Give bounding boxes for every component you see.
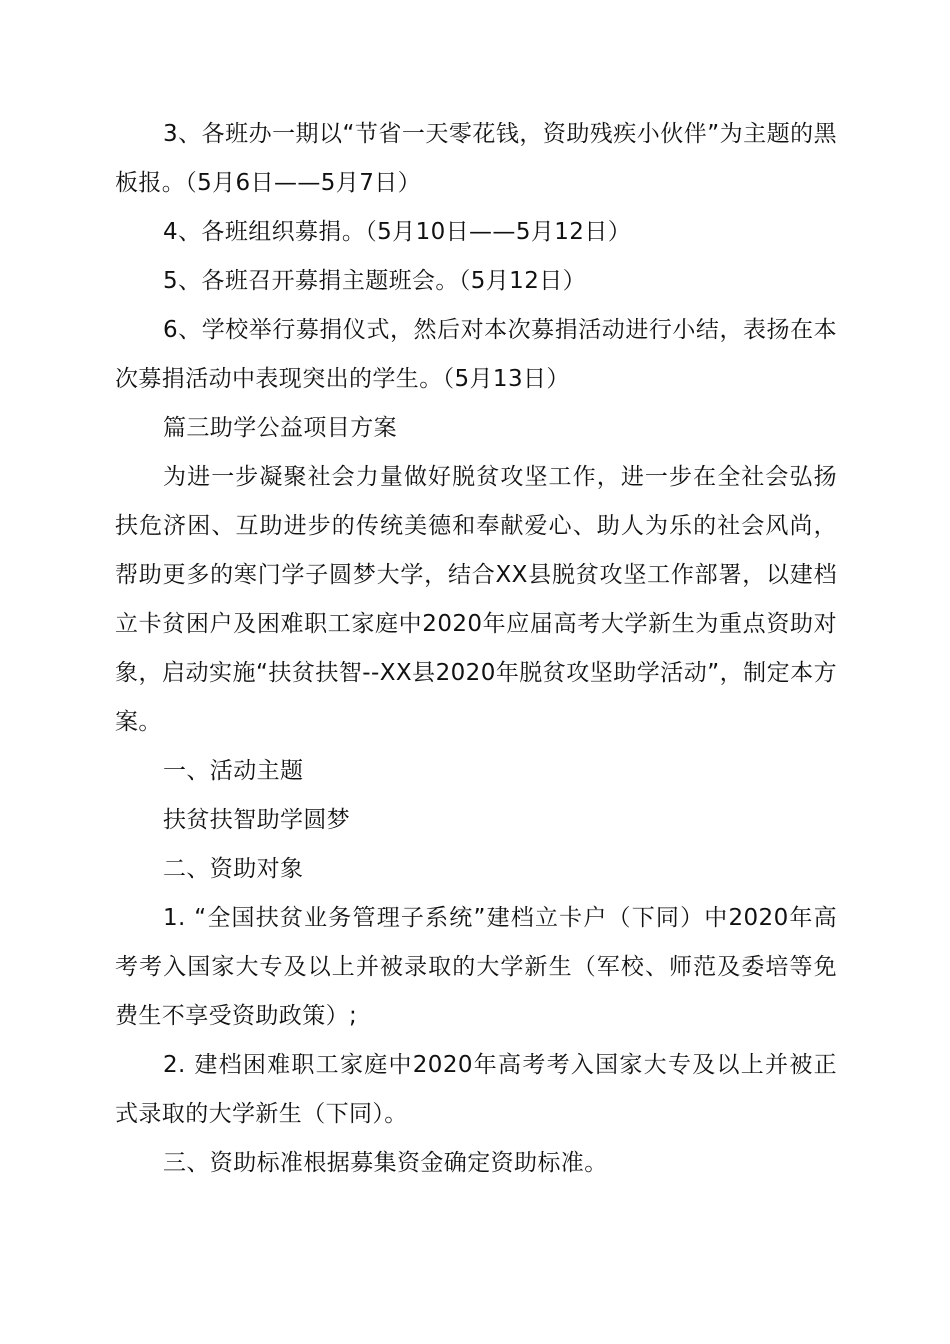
document-body bbox=[115, 110, 837, 1188]
intro-paragraph: 为进一步凝聚社会力量做好脱贫攻坚工作，进一步在全社会弘扬扶危济困、互助进步的传统美德和奉献爱心、助人为乐的社会风尚，帮助更多的寒门学子圆梦大学，结合XX县脱贫攻坚工作部署，以建档立卡贫困户及困难职工家庭中2020年应届高考大学新生为重点资助对象，启动实施“扶贫扶智--XX县2020年脱贫攻坚助学活动”，制定本方案。 bbox=[115, 464, 837, 735]
paragraph-item-3: 3、各班办一期以“节省一天零花钱，资助残疾小伙伴”为主题的黑板报。（5月6日——5月7日） bbox=[115, 121, 837, 196]
heading-funding-standard: 三、资助标准根据募集资金确定资助标准。 bbox=[163, 1150, 608, 1176]
paragraph-item-5: 5、各班召开募捐主题班会。（5月12日） bbox=[163, 268, 587, 294]
paragraph-item-4: 4、各班组织募捐。（5月10日——5月12日） bbox=[163, 219, 632, 245]
funding-target-2: 2. 建档困难职工家庭中2020年高考考入国家大专及以上并被正式录取的大学新生（下同）。 bbox=[115, 1052, 837, 1127]
paragraph-item-6: 6、学校举行募捐仪式，然后对本次募捐活动进行小结，表扬在本次募捐活动中表现突出的学生。（5月13日） bbox=[115, 317, 837, 392]
section-heading-part-three: 篇三助学公益项目方案 bbox=[163, 415, 397, 441]
heading-activity-theme: 一、活动主题 bbox=[163, 758, 304, 784]
funding-target-1: 1. “全国扶贫业务管理子系统”建档立卡户（下同）中2020年高考考入国家大专及以上并被录取的大学新生（军校、师范及委培等免费生不享受资助政策）; bbox=[115, 905, 837, 1029]
activity-theme-text: 扶贫扶智助学圆梦 bbox=[163, 807, 351, 833]
heading-funding-targets: 二、资助对象 bbox=[163, 856, 304, 882]
